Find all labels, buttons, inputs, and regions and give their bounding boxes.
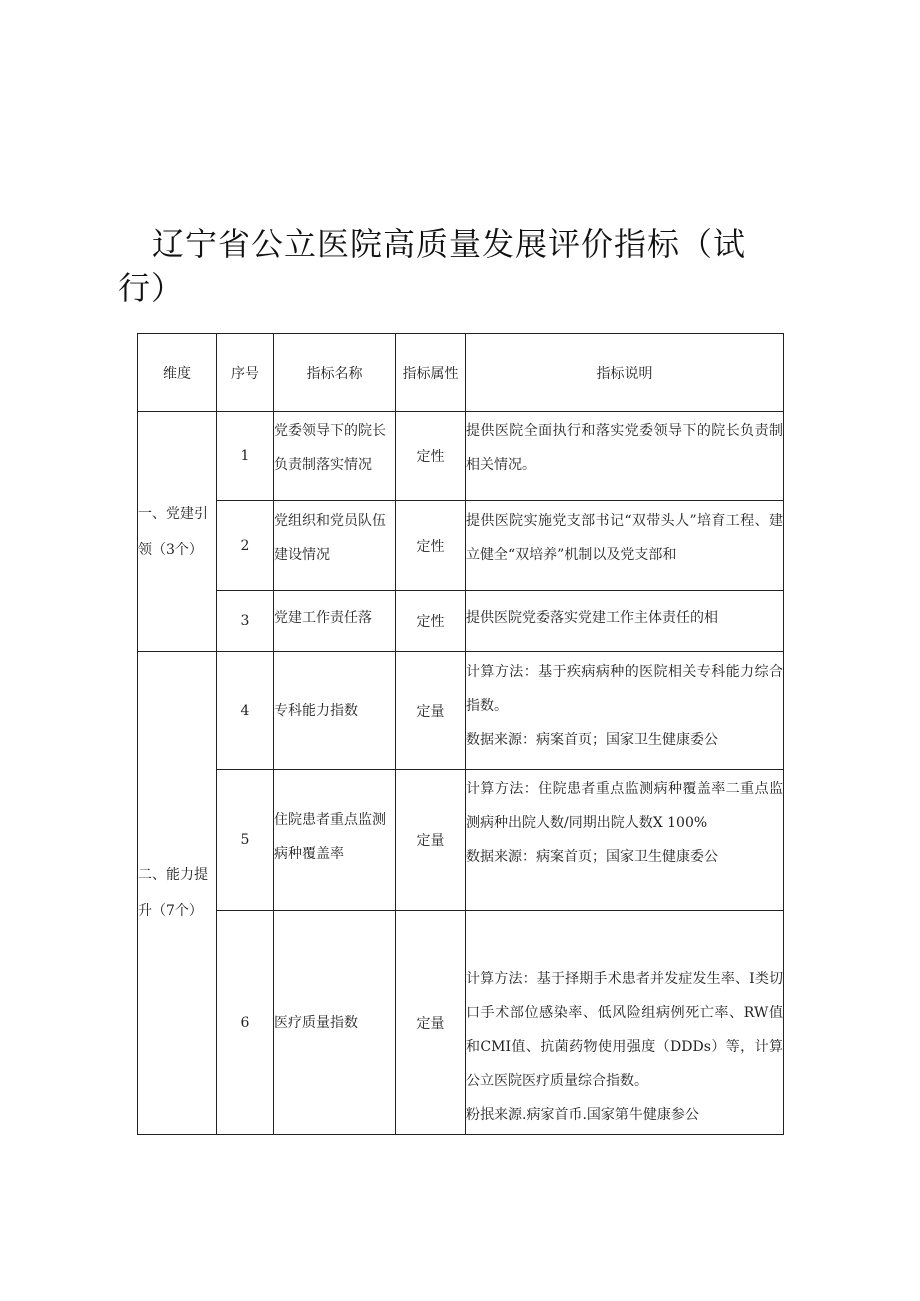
indicator-description: 提供医院实施党支部书记“双带头人”培育工程、建立健全“双培养”机制以及党支部和 [466, 512, 783, 563]
indicator-name-cell [274, 652, 396, 770]
header-description: 指标说明 [466, 334, 784, 412]
dimension-label: 一、党建引领（3个） [138, 505, 208, 558]
indicator-table [137, 333, 784, 1135]
indicator-name-cell [274, 501, 396, 591]
row-number: 6 [217, 911, 274, 1135]
indicator-description-cell [466, 591, 784, 652]
row-number: 2 [217, 501, 274, 591]
indicator-name: 党委领导下的院长负责制落实情况 [274, 423, 386, 473]
dimension-cell [138, 412, 217, 652]
data-source: 数据来源：病案首页；国家卫生健康委公 [466, 731, 718, 748]
row-number: 5 [217, 770, 274, 911]
table-row [138, 501, 784, 591]
indicator-description-cell [466, 501, 784, 591]
indicator-attribute: 定量 [396, 652, 466, 770]
data-source: 数据来源：病案首页；国家卫生健康委公 [466, 849, 718, 865]
header-row [138, 334, 784, 412]
indicator-description: 计算方法：住院患者重点监测病种覆盖率二重点监测病种出院人数/同期出院人数X 100% [466, 781, 783, 831]
indicator-description-cell [466, 412, 784, 501]
indicator-description-cell [466, 652, 784, 770]
indicator-name: 专科能力指数 [274, 702, 358, 719]
indicator-description: 计算方法：基于择期手术患者并发症发生率、I类切口手术部位感染率、低风险组病例死亡率、RW值和CMI值、抗菌药物使用强度（DDDs）等，计算公立医院医疗质量综合指数。 [466, 971, 783, 1089]
indicator-name-cell [274, 412, 396, 501]
indicator-name-cell [274, 591, 396, 652]
indicator-name: 党建工作责任落 [274, 610, 372, 626]
page-title: 辽宁省公立医院高质量发展评价指标（试行） [118, 225, 747, 307]
indicator-attribute: 定性 [396, 412, 466, 501]
row-number: 4 [217, 652, 274, 770]
indicator-attribute: 定性 [396, 501, 466, 591]
indicator-name: 住院患者重点监测病种覆盖率 [274, 812, 386, 862]
table-row [138, 412, 784, 501]
indicator-description-cell [466, 770, 784, 911]
indicator-name-cell [274, 911, 396, 1135]
table-row [138, 591, 784, 652]
dimension-label: 二、能力提升（7个） [138, 867, 208, 919]
header-indicator-name: 指标名称 [274, 334, 396, 412]
indicator-description-cell [466, 911, 784, 1135]
indicator-description: 提供医院全面执行和落实党委领导下的院长负责制相关情况。 [466, 423, 783, 473]
indicator-attribute: 定量 [396, 770, 466, 911]
row-number: 3 [217, 591, 274, 652]
indicator-description: 计算方法：基于疾病病种的医院相关专科能力综合指数。 [466, 663, 783, 714]
table-row [138, 652, 784, 770]
header-attribute: 指标属性 [396, 334, 466, 412]
table-row [138, 911, 784, 1135]
table-row [138, 770, 784, 911]
indicator-description: 提供医院党委落实党建工作主体责任的相 [466, 610, 718, 626]
header-number: 序号 [217, 334, 274, 412]
indicator-name: 党组织和党员队伍建设情况 [274, 512, 386, 563]
indicator-attribute: 定量 [396, 911, 466, 1135]
data-source: 粉抿来源.病家首币.国家第牛健康参公 [466, 1107, 699, 1123]
header-dimension: 维度 [138, 334, 217, 412]
indicator-name: 医疗质量指数 [274, 1014, 358, 1031]
dimension-cell [138, 652, 217, 1135]
indicator-attribute: 定性 [396, 591, 466, 652]
indicator-name-cell [274, 770, 396, 911]
row-number: 1 [217, 412, 274, 501]
